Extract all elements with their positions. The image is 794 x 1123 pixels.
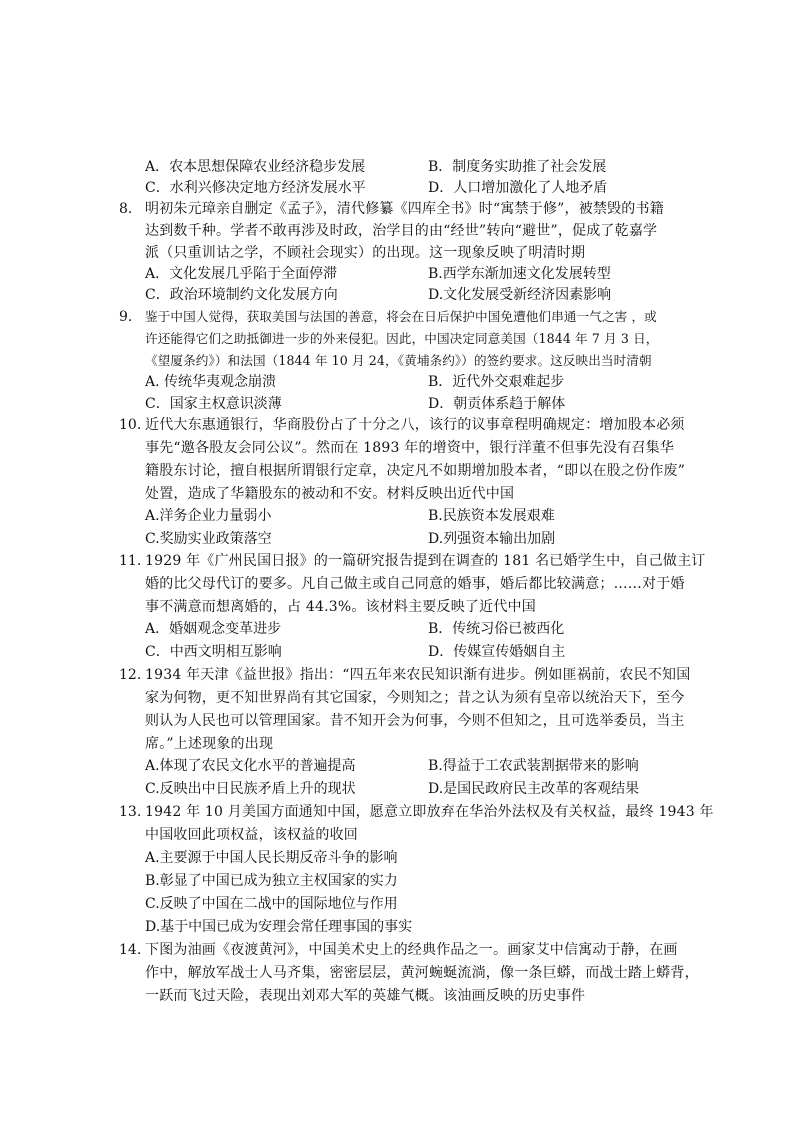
q9-stem-line: 许还能得它们之助抵御进一步的外来侵犯。因此，中国决定同意美国（1844 年 7 月 3 日， xyxy=(145,331,659,346)
q7-option-c: C．水利兴修决定地方经济发展水平 xyxy=(145,180,366,196)
q8-number: 8. xyxy=(119,201,133,217)
q10-option-d: D.列强资本输出加剧 xyxy=(428,531,556,547)
q10-stem-line: 事先“邀各股友会同公议”。然而在 1893 年的增资中，银行洋董不但事先没有召集华 xyxy=(145,440,675,456)
q10-option-a: A.洋务企业力量弱小 xyxy=(145,508,272,524)
q9-option-a: A. 传统华夷观念崩溃 xyxy=(145,374,277,390)
q14-stem-line: 下图为油画《夜渡黄河》，中国美术史上的经典作品之一。画家艾中信寓动于静，在画 xyxy=(145,942,678,958)
q14-number: 14. xyxy=(119,942,142,958)
q12-option-a: A.体现了农民文化水平的普遍提高 xyxy=(145,758,356,774)
q11-option-c: C．中西文明相互影响 xyxy=(145,644,282,660)
q10-option-b: B.民族资本发展艰难 xyxy=(428,508,555,524)
q14-stem-line: 一跃而飞过天险，表现出刘邓大军的英雄气概。该油画反映的历史事件 xyxy=(145,988,586,1004)
q12-stem-line: 席。”上述现象的出现 xyxy=(145,736,274,752)
q11-option-b: B．传统习俗已被西化 xyxy=(428,621,565,637)
q7-option-d: D．人口增加激化了人地矛盾 xyxy=(428,180,608,196)
q9-option-d: D．朝贡体系趋于解体 xyxy=(428,396,566,412)
q12-option-c: C.反映出中日民族矛盾上升的现状 xyxy=(145,781,356,797)
q13-option-d: D.基于中国已成为安理会常任理事国的事实 xyxy=(145,919,413,935)
q8-option-d: D.文化发展受新经济因素影响 xyxy=(428,287,612,303)
q13-stem-line: 1942 年 10 月美国方面通知中国，愿意立即放弃在华治外法权及有关权益，最终 1943 年 xyxy=(145,804,714,820)
q12-stem-line: 则认为人民也可以管理国家。昔不知开会为何事，今则不但知之，且可选举委员，当主 xyxy=(145,713,685,729)
q7-option-b: B．制度务实助推了社会发展 xyxy=(428,159,607,175)
q10-stem-line: 近代大东惠通银行，华商股份占了十分之八，该行的议事章程明确规定：增加股本必须 xyxy=(145,417,685,433)
q9-option-b: B．近代外交艰难起步 xyxy=(428,374,565,390)
q10-number: 10. xyxy=(119,417,142,433)
q10-stem-line: 处置，造成了华籍股东的被动和不安。材料反映出近代中国 xyxy=(145,486,515,502)
q11-option-d: D．传媒宣传婚姻自主 xyxy=(428,644,566,660)
q8-option-a: A．文化发展几乎陷于全面停滞 xyxy=(145,266,338,282)
q13-number: 13. xyxy=(119,804,142,820)
q13-option-a: A.主要源于中国人民长期反帝斗争的影响 xyxy=(145,850,398,866)
q12-stem-line: 1934 年天津《益世报》指出：“四五年来农民知识渐有进步。例如匪祸前，农民不知国 xyxy=(145,667,691,683)
q12-number: 12. xyxy=(119,667,142,683)
q14-stem-line: 作中，解放军战士人马齐集，密密层层，黄河蜿蜒流淌，像一条巨蟒，而战士踏上蟒背， xyxy=(145,965,699,981)
q9-number: 9. xyxy=(119,309,133,325)
q8-stem-line: 明初朱元璋亲自删定《孟子》，清代修纂《四库全书》时“寓禁于修”，被禁毁的书籍 xyxy=(145,201,664,217)
q8-stem-line: 派（只重训诂之学，不顾社会现实）的出现。这一现象反映了明清时期 xyxy=(145,245,586,261)
q8-stem-line: 达到数千种。学者不敢再涉及时政，治学目的由“经世”转向“避世”，促成了乾嘉学 xyxy=(145,223,658,239)
q7-option-a: A．农本思想保障农业经济稳步发展 xyxy=(145,159,366,175)
q13-option-c: C.反映了中国在二战中的国际地位与作用 xyxy=(145,896,398,912)
q9-option-c: C．国家主权意识淡薄 xyxy=(145,396,282,412)
q12-stem-line: 家为何物，更不知世界尚有其它国家，今则知之；昔之认为须有皇帝以统治天下，至今 xyxy=(145,690,685,706)
q11-number: 11. xyxy=(119,553,142,569)
q9-stem-line: 《望厦条约》）和法国（1844 年 10 月 24，《黄埔条约》）的签约要求。这反映出当时清朝 xyxy=(145,353,652,368)
q10-stem-line: 籍股东讨论，擅自根据所谓银行定章，决定凡不如期增加股本者，“即以在股之份作废” xyxy=(145,463,686,479)
q8-option-c: C．政治环境制约文化发展方向 xyxy=(145,287,338,303)
q10-option-c: C.奖励实业政策落空 xyxy=(145,531,272,547)
q9-stem-line: 鉴于中国人觉得，获取美国与法国的善意，将会在日后保护中国免遭他们串通一气之害 ，或 xyxy=(145,309,657,324)
q11-stem-line: 婚的比父母代订的要多。凡自己做主或自己同意的婚事，婚后都比较满意；……对于婚 xyxy=(145,576,685,592)
q12-option-b: B.得益于工农武装割据带来的影响 xyxy=(428,758,639,774)
q11-option-a: A．婚姻观念变革进步 xyxy=(145,621,282,637)
q12-option-d: D.是国民政府民主改革的客观结果 xyxy=(428,781,640,797)
q11-stem-line: 事不满意而想离婚的，占 44.3%。该材料主要反映了近代中国 xyxy=(145,599,536,615)
q8-option-b: B.西学东渐加速文化发展转型 xyxy=(428,266,611,282)
q13-stem-line: 中国收回此项权益，该权益的收回 xyxy=(145,827,358,843)
q13-option-b: B.彰显了中国已成为独立主权国家的实力 xyxy=(145,873,398,889)
q11-stem-line: 1929 年《广州民国日报》的一篇研究报告提到在调查的 181 名已婚学生中，自己做主订 xyxy=(145,553,706,569)
